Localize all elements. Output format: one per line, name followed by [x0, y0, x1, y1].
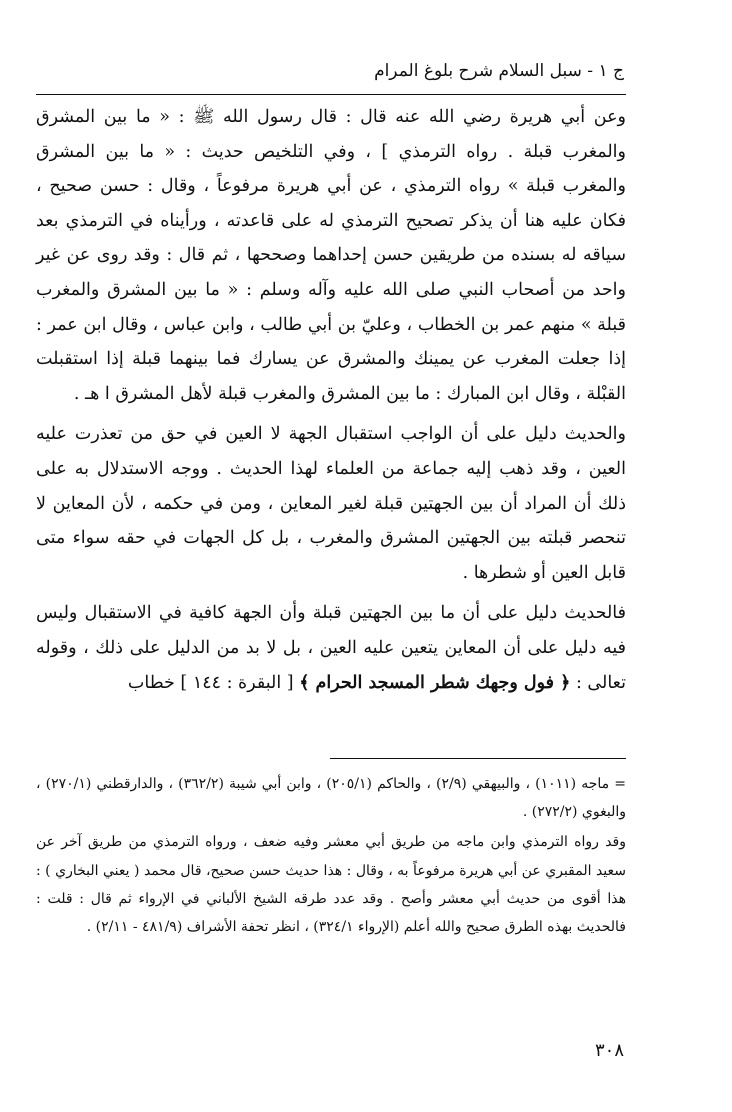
header-rule — [36, 94, 626, 95]
paragraph-explanation: والحديث دليل على أن الواجب استقبال الجهة لا العين في حق من تعذرت عليه العين ، وقد ذهب إليه جماعة من العلماء لهذا الحديث . ووجه الاستدلال به على ذلك أن المراد أن بين الجهتين قبلة لغير المعاين ، ومن في حكمه ، لأن المعاين لا تنحصر قبلته بين الجهتين المشرق والمغرب ، بل كل الجهات في حقه سواء متى قابل العين أو شطرها . — [36, 424, 626, 583]
footnotes — [36, 770, 626, 941]
page-number: ٣٠٨ — [594, 1040, 624, 1061]
paragraph-hadith: وعن أبي هريرة رضي الله عنه قال : قال رسول الله ﷺ : « ما بين المشرق والمغرب قبلة . رواه الترمذي ] ، وفي التلخيص حديث : « ما بين المشرق والمغرب قبلة » رواه الترمذي ، عن أبي هريرة مرفوعاً ، وقال : حسن صحيح ، فكان عليه هنا أن يذكر تصحيح الترمذي له على قاعدته ، ورأيناه في الترمذي بعد سياقه له بسنده من طريقين حسن إحداهما وصححها ، ثم قال : وقد روى عن غير واحد من أصحاب النبي صلى الله عليه وآله وسلم : « ما بين المشرق والمغرب قبلة » منهم عمر بن الخطاب ، وعليّ بن أبي طالب ، وابن عباس ، وقال ابن عمر : إذا جعلت المغرب عن يمينك والمشرق عن يسارك فما بينهما قبلة إذا استقبلت القبْلة ، وقال ابن المبارك : ما بين المشرق والمغرب قبلة لأهل المشرق ا هـ . — [36, 107, 626, 404]
footnote-continuation: = ماجه (١٠١١) ، والبيهقي (٢/٩) ، والحاكم (٢٠٥/١) ، وابن أبي شيبة (٣٦٢/٢) ، والدارقطني (٢٧٠/١) ، والبغوي (٢٧٢/٢) . — [36, 776, 626, 821]
quran-quote: ﴿ فول وجهك شطر المسجد الحرام ﴾ — [299, 672, 571, 693]
footnote-takhrij: وقد رواه الترمذي وابن ماجه من طريق أبي معشر وفيه ضعف ، ورواه الترمذي من طريق آخر عن سعيد المقبري عن أبي هريرة مرفوعاً به ، وقال : هذا حديث حسن صحيح، قال محمد ( يعني البخاري ) : هذا أقوى من حديث أبي معشر وأصح . وقد عدد طرقه الشيخ الألباني في الإرواء ثم قال : قلت : فالحديث بهذه الطرق صحيح والله أعلم (الإرواء ٣٢٤/١) ، انظر تحفة الأشراف (٤٨١/٩ - ٢/١١) . — [36, 834, 626, 936]
running-head: ج ١ - سبل السلام شرح بلوغ المرام — [374, 61, 624, 81]
paragraph-conclusion-start: فالحديث دليل على أن ما بين الجهتين قبلة وأن الجهة كافية في الاستقبال وليس فيه دليل على أن المعاين يتعين عليه العين ، بل لا بد من الدليل على ذلك ، وقوله تعالى : — [36, 603, 626, 693]
paragraph-conclusion-end: [ البقرة : ١٤٤ ] خطاب — [127, 672, 294, 693]
main-text — [36, 100, 626, 700]
paragraph-conclusion — [36, 596, 626, 700]
footnote-rule — [330, 758, 626, 759]
